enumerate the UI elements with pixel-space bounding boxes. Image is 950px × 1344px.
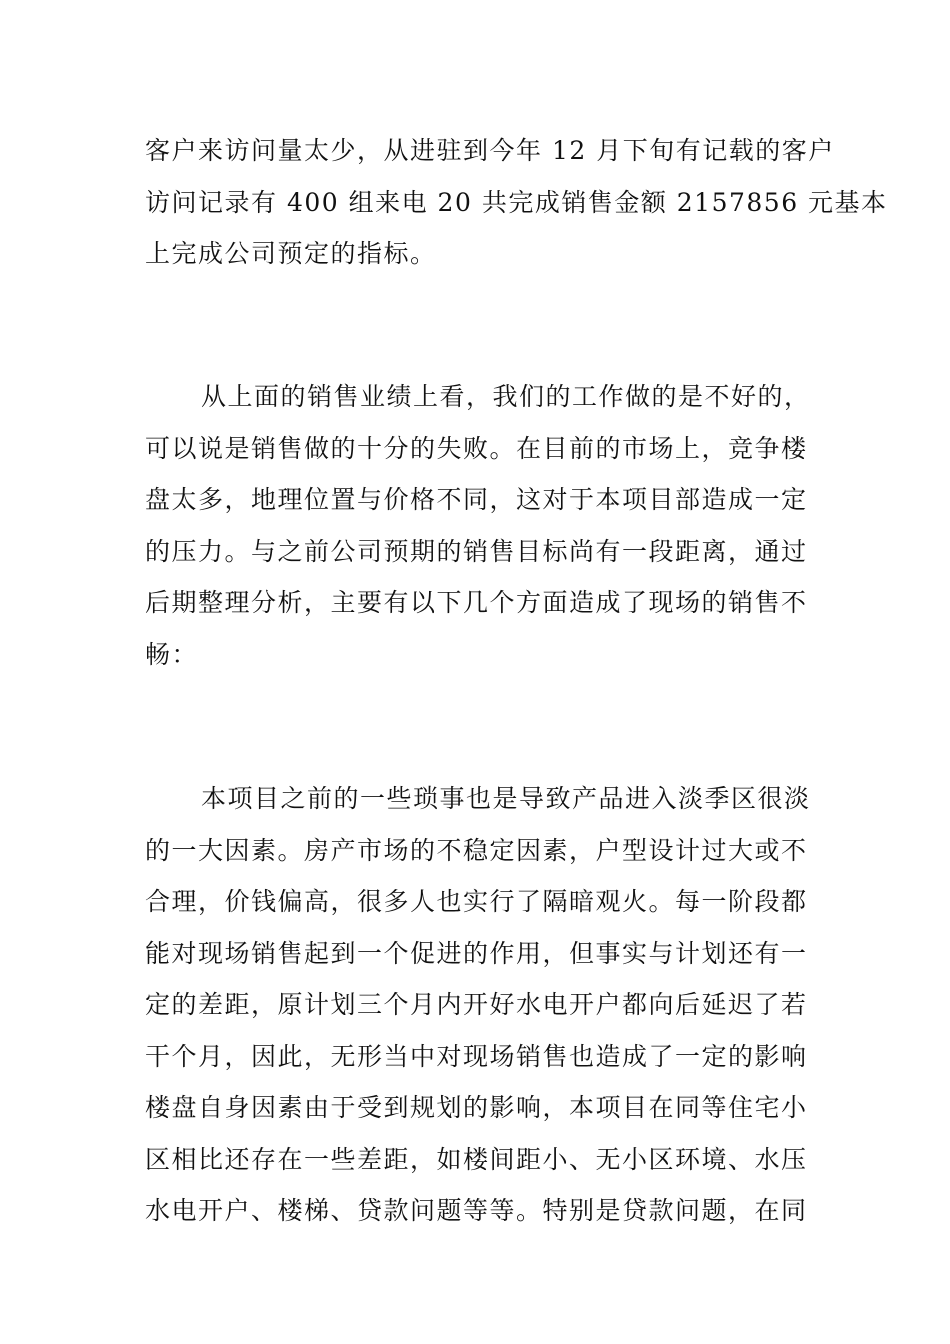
text-line: 客户来访问量太少，从进驻到今年 12 月下旬有记载的客户 <box>145 136 835 165</box>
text-line: 的压力。与之前公司预期的销售目标尚有一段距离，通过 <box>145 536 808 566</box>
text-line: 本项目之前的一些琐事也是导致产品进入淡季区很淡 <box>201 784 811 813</box>
text-line: 合理，价钱偏高，很多人也实行了隔暗观火。每一阶段都 <box>145 887 808 916</box>
text-line: 后期整理分析，主要有以下几个方面造成了现场的销售不 <box>145 588 808 617</box>
text-line: 的一大因素。房产市场的不稳定因素，户型设计过大或不 <box>145 835 808 865</box>
text-line: 干个月，因此，无形当中对现场销售也造成了一定的影响 <box>145 1041 808 1071</box>
paragraph-visitor-stats <box>145 125 888 280</box>
text-line: 盘太多，地理位置与价格不同，这对于本项目部造成一定 <box>145 485 808 514</box>
text-line: 畅： <box>145 639 199 669</box>
text-line: 区相比还存在一些差距，如楼间距小、无小区环境、水压 <box>145 1144 808 1174</box>
text-line: 能对现场销售起到一个促进的作用，但事实与计划还有一 <box>145 938 808 968</box>
text-line: 可以说是销售做的十分的失败。在目前的市场上，竞争楼 <box>145 433 808 463</box>
text-line: 访问记录有 400 组来电 20 共完成销售金额 2157856 元基本 <box>145 187 888 217</box>
text-line: 定的差距，原计划三个月内开好水电开户都向后延迟了若 <box>145 990 808 1019</box>
text-line: 上完成公司预定的指标。 <box>145 239 437 268</box>
text-line: 水电开户、楼梯、贷款问题等等。特别是贷款问题，在同 <box>145 1196 808 1225</box>
paragraph-project-factors <box>145 773 810 1237</box>
text-line: 从上面的销售业绩上看，我们的工作做的是不好的， <box>201 382 811 411</box>
paragraph-sales-performance <box>145 371 810 680</box>
text-line: 楼盘自身因素由于受到规划的影响，本项目在同等住宅小 <box>145 1093 808 1122</box>
